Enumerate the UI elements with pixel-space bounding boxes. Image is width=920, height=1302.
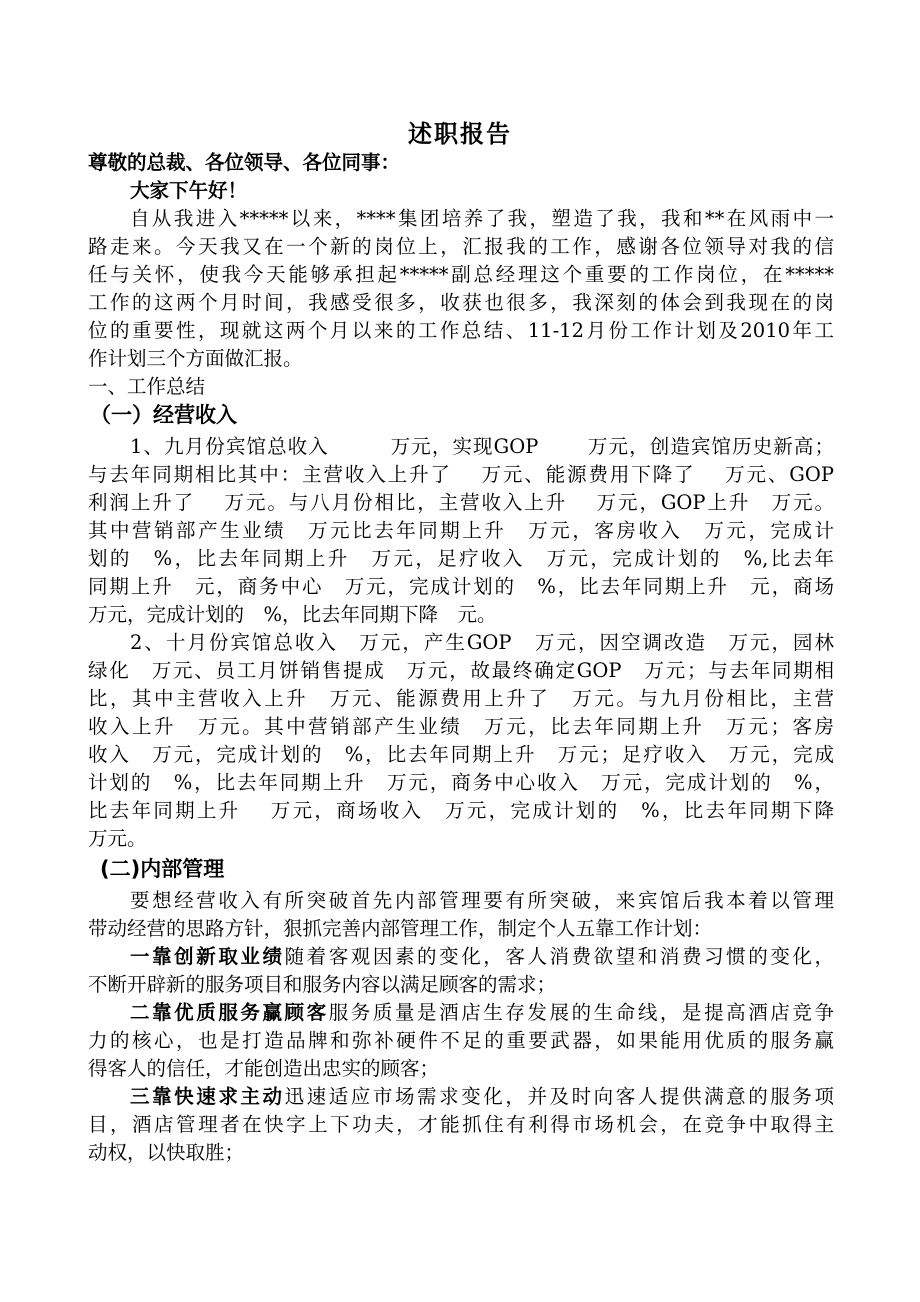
greeting: 大家下午好！	[130, 179, 248, 202]
point-heading: 一靠创新取业绩	[130, 945, 285, 968]
paragraph-line: 工作的这两个月时间，我感受很多，收获也很多，我深刻的体会到我现在的岗	[88, 291, 834, 314]
paragraph-line	[130, 943, 834, 971]
paragraph-line: 带动经营的思路方针，狠抓完善内部管理工作，制定个人五靠工作计划：	[88, 917, 713, 940]
salutation: 尊敬的总裁、各位领导、各位同事：	[88, 151, 401, 174]
paragraph-line: 不断开辟新的服务项目和服务内容以满足顾客的需求；	[88, 973, 557, 996]
paragraph-line: 绿化 万元、员工月饼销售提成 万元，故最终确定GOP 万元；与去年同期相	[88, 659, 834, 682]
paragraph-line: 同期上升 元，商务中心 万元，完成计划的 %，比去年同期上升 元，商场	[88, 575, 834, 598]
subsection-heading: (二)内部管理	[100, 857, 225, 881]
page-title: 述职报告	[408, 120, 512, 148]
point-heading: 三靠快速求主动	[130, 1085, 285, 1108]
paragraph-line: 路走来。今天我又在一个新的岗位上，汇报我的工作，感谢各位领导对我的信	[88, 235, 834, 258]
paragraph-line: 自从我进入*****以来，****集团培养了我，塑造了我，我和**在风雨中一	[130, 207, 834, 230]
paragraph-line: 得客人的信任，才能创造出忠实的顾客；	[88, 1057, 440, 1080]
paragraph-line: 万元，完成计划的 %，比去年同期下降 元。	[88, 603, 497, 626]
point-heading: 二靠优质服务赢顾客	[130, 1001, 329, 1024]
paragraph-line	[130, 1083, 834, 1111]
section-heading: 一、工作总结	[88, 375, 206, 398]
paragraph-line: 收入 万元，完成计划的 %，比去年同期上升 万元；足疗收入 万元，完成	[88, 743, 834, 766]
paragraph-line: 比去年同期上升 万元，商场收入 万元，完成计划的 %，比去年同期下降	[88, 799, 834, 822]
paragraph-line: 计划的 %，比去年同期上升 万元，商务中心收入 万元，完成计划的 %，	[88, 771, 834, 794]
paragraph-line: 与去年同期相比其中：主营收入上升了 万元、能源费用下降了 万元、GOP	[88, 463, 834, 486]
paragraph-line: 其中营销部产生业绩 万元比去年同期上升 万元，客房收入 万元，完成计	[88, 519, 834, 542]
paragraph-line: 作计划三个方面做汇报。	[88, 347, 303, 370]
point-text: 随着客观因素的变化，客人消费欲望和消费习惯的变化，	[284, 945, 834, 968]
paragraph-line: 力的核心，也是打造品牌和弥补硬件不足的重要武器，如果能用优质的服务赢	[88, 1029, 834, 1052]
paragraph-line: 1、九月份宾馆总收入 万元，实现GOP 万元，创造宾馆历史新高；	[130, 435, 834, 458]
paragraph-line	[130, 999, 834, 1027]
paragraph-line: 2、十月份宾馆总收入 万元，产生GOP 万元，因空调改造 万元，园林	[130, 631, 834, 654]
paragraph-line: 万元。	[88, 827, 147, 850]
paragraph-line: 位的重要性，现就这两个月以来的工作总结、11-12月份工作计划及2010年工	[88, 319, 834, 342]
paragraph-line: 动权，以快取胜；	[88, 1141, 245, 1164]
paragraph-line: 目，酒店管理者在快字上下功夫，才能抓住有利得市场机会，在竞争中取得主	[88, 1113, 834, 1136]
paragraph-line: 收入上升 万元。其中营销部产生业绩 万元，比去年同期上升 万元；客房	[88, 715, 834, 738]
paragraph-line: 要想经营收入有所突破首先内部管理要有所突破，来宾馆后我本着以管理	[130, 889, 834, 912]
paragraph-line: 任与关怀，使我今天能够承担起*****副总经理这个重要的工作岗位，在*****	[88, 263, 834, 286]
paragraph-line: 划的 %，比去年同期上升 万元，足疗收入 万元，完成计划的 %,比去年	[88, 547, 834, 570]
point-text: 服务质量是酒店生存发展的生命线，是提高酒店竞争	[328, 1001, 834, 1024]
paragraph-line: 比，其中主营收入上升 万元、能源费用上升了 万元。与九月份相比，主营	[88, 687, 834, 710]
point-text: 迅速适应市场需求变化，并及时向客人提供满意的服务项	[284, 1085, 834, 1108]
paragraph-line: 利润上升了 万元。与八月份相比，主营收入上升 万元，GOP上升 万元。	[88, 491, 834, 514]
subsection-heading: （一）经营收入	[90, 403, 237, 427]
